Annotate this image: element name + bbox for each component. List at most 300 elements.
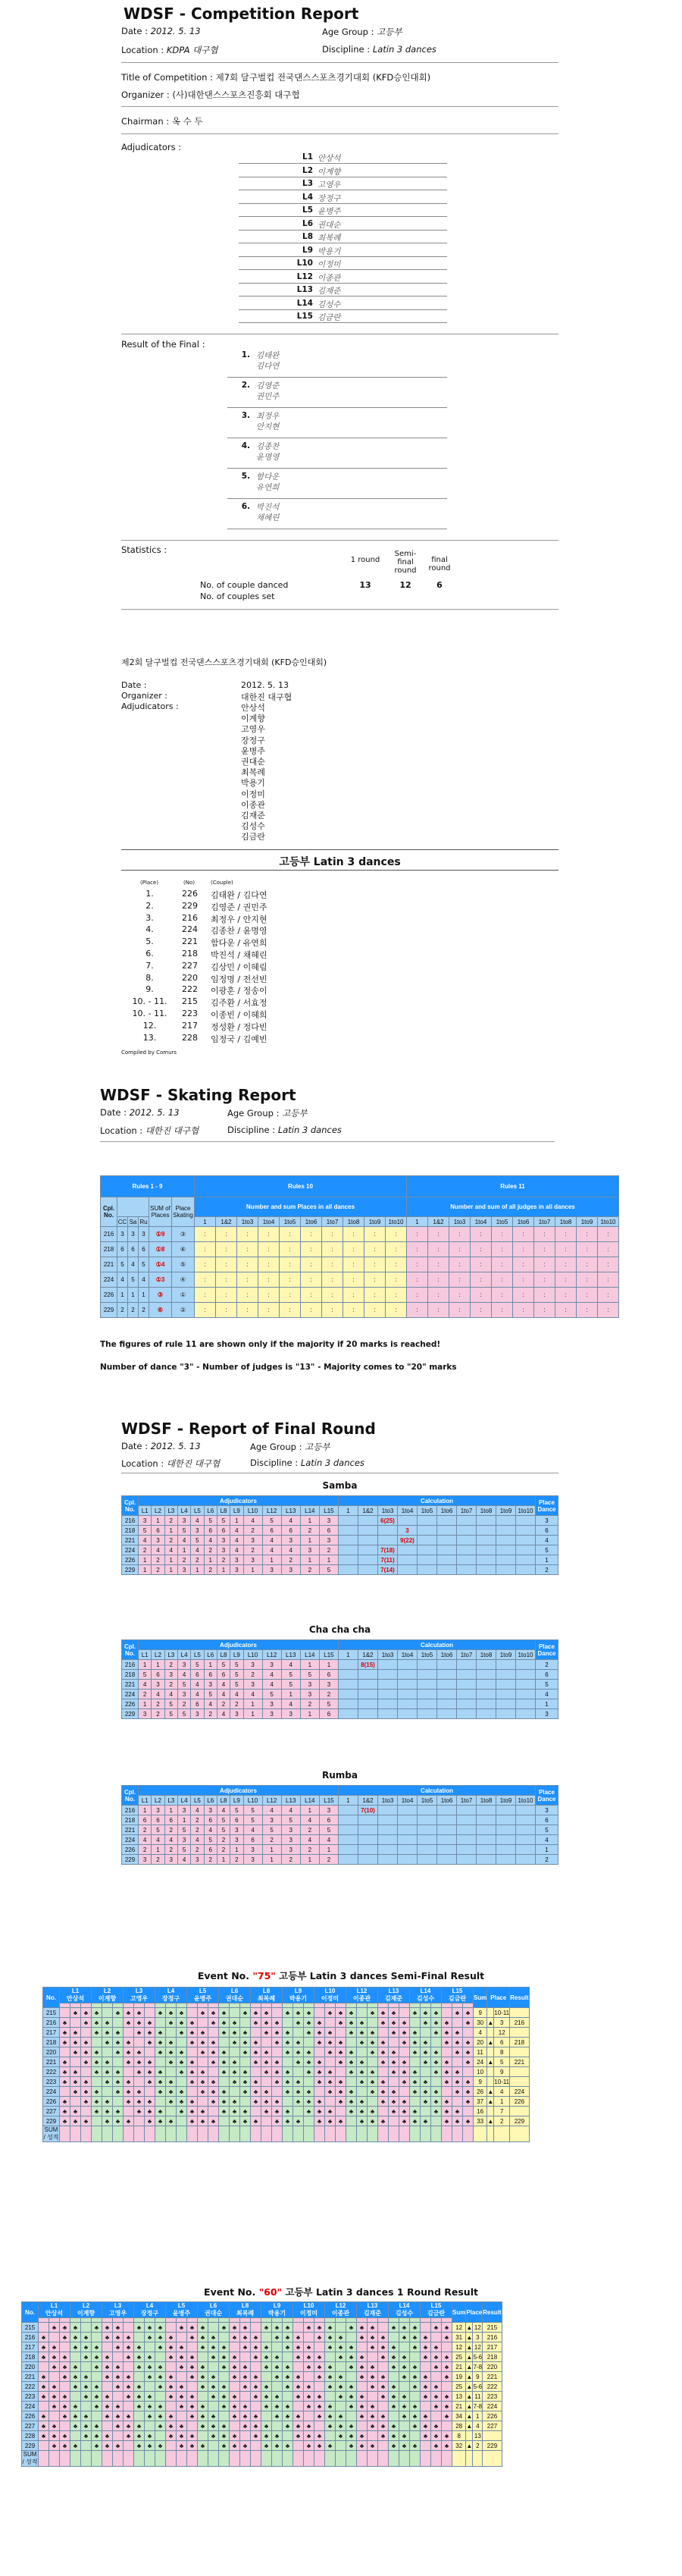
total-cell	[113, 2451, 124, 2467]
calc-cell: 6(25)	[378, 1516, 398, 1526]
mark-cell	[102, 2342, 113, 2352]
mark-cell: ♣	[124, 2018, 134, 2028]
dance-place: 6	[536, 1670, 558, 1680]
calc-cell	[457, 1670, 477, 1680]
mark-cell: ♣	[368, 2116, 378, 2126]
mark-cell: ♣	[421, 2097, 431, 2107]
judge-mark: 1	[281, 1690, 300, 1699]
judge-mark: 5	[164, 1699, 177, 1709]
judge-mark: 4	[281, 1699, 300, 1709]
mark-cell: ♣	[272, 2097, 283, 2107]
total-sum	[452, 2451, 466, 2467]
calc-cell	[339, 1660, 358, 1670]
mark-cell	[336, 2362, 346, 2372]
fr-age-row	[250, 1441, 330, 1453]
calc-cell	[358, 1526, 378, 1536]
judge-mark: 6	[319, 1670, 338, 1680]
dance-place: 6	[139, 1242, 149, 1257]
mark-cell: ♣	[145, 2402, 155, 2411]
judge-col: L12	[262, 1506, 281, 1516]
total-cell	[219, 2126, 230, 2142]
mark-cell	[304, 2038, 314, 2047]
total-cell	[293, 2126, 304, 2142]
mark-cell: ♣	[113, 2038, 124, 2047]
judge-mark: 5	[217, 1815, 230, 1825]
rule10-cell: :	[280, 1288, 301, 1303]
mark-cell: ♣	[389, 2352, 399, 2362]
rule11-cell: :	[407, 1257, 428, 1272]
dance-place: 1	[139, 1288, 149, 1303]
total-cell	[399, 2451, 410, 2467]
judge-name: 윤병주	[172, 2310, 191, 2317]
mark-cell: ♣	[219, 2352, 230, 2362]
mark-cell: ♣	[219, 2441, 230, 2451]
judge-name: 안상석	[66, 1995, 85, 2002]
mark-cell: ♣	[198, 2087, 208, 2097]
rule11-cell: :	[407, 1242, 428, 1257]
mark-cell: ♣	[304, 2392, 314, 2402]
mark-cell: ♣	[124, 2047, 134, 2057]
skating-head-row-1	[101, 1176, 619, 1197]
mark-cell	[70, 2392, 81, 2402]
mark-cell: ♣	[336, 2008, 346, 2018]
total-place	[494, 2126, 510, 2142]
mark-cell: ♣	[346, 2362, 357, 2372]
mark-cell	[431, 2372, 442, 2382]
mark-cell: ♣	[81, 2372, 92, 2382]
result-no: 221	[182, 937, 198, 947]
judge-mark: 3	[243, 1680, 262, 1690]
sum-cell: 31	[452, 2333, 466, 2342]
mark-cell: ♣	[187, 2392, 198, 2402]
judge-col: L13	[281, 1650, 300, 1660]
dance-table	[121, 1785, 558, 1865]
mark-cell: ♣	[378, 2382, 389, 2392]
judge-mark: 1	[152, 1516, 164, 1526]
mark-cell: ♣	[410, 2362, 421, 2372]
mark-cell	[378, 2402, 389, 2411]
calc-cell: 7(14)	[378, 1565, 398, 1575]
round-row	[43, 2008, 530, 2018]
calc-cell	[437, 1806, 457, 1815]
total-place	[473, 2451, 483, 2467]
judge-mark: 1	[300, 1806, 319, 1815]
mark-cell	[219, 2116, 230, 2126]
place-cell: 13	[474, 2432, 481, 2440]
mark-cell: ♣	[134, 2047, 145, 2057]
mark-cell: ♣	[368, 2008, 378, 2018]
mark-cell	[240, 2392, 251, 2402]
mark-cell: ♣	[442, 2333, 452, 2342]
mark-cell: ♣	[166, 2038, 177, 2047]
result-cell: 229	[483, 2441, 502, 2451]
rule11-cell: :	[534, 1242, 555, 1257]
dancer-name: 김다연	[256, 362, 280, 371]
judge-mark: 3	[191, 1526, 204, 1536]
mark-cell: ♣	[336, 2038, 346, 2047]
rule10-cell: :	[237, 1272, 258, 1288]
judge-mark: 4	[300, 1835, 319, 1845]
calc-cell	[378, 1806, 398, 1815]
result-no: 227	[182, 960, 198, 971]
no-header: No.	[22, 2302, 39, 2323]
mark-cell: ♣	[177, 2087, 187, 2097]
round-row	[43, 2097, 530, 2107]
mark-cell	[378, 2441, 389, 2451]
mark-cell	[314, 2087, 325, 2097]
mark-cell	[124, 2402, 134, 2411]
mark-cell: ♣	[92, 2352, 102, 2362]
mark-cell: ♣	[261, 2018, 272, 2028]
mark-cell: ♣	[442, 2362, 452, 2372]
total-cell	[177, 2451, 187, 2467]
fr-age-value: 고등부	[305, 1442, 330, 1452]
total-cell	[283, 2451, 293, 2467]
mark-cell: ♣	[410, 2342, 421, 2352]
mark-cell	[336, 2028, 346, 2038]
sum-places: ①8	[149, 1242, 172, 1257]
mark-cell: ♣	[251, 2077, 261, 2087]
mark-cell: ♣	[177, 2352, 187, 2362]
mark-cell: ♣	[124, 2342, 134, 2352]
calc-cell	[516, 1825, 536, 1835]
mark-cell	[325, 2097, 336, 2107]
mark-cell: ♣	[368, 2372, 378, 2382]
stats-col-1round: 1 round	[350, 556, 380, 564]
mark-cell	[251, 2107, 261, 2116]
mark-cell	[166, 2323, 177, 2333]
sk-discipline-label: Discipline :	[227, 1125, 276, 1135]
mark-cell	[219, 2372, 230, 2382]
mark-cell: ♣	[368, 2047, 378, 2057]
cpl-no: 229	[122, 1855, 139, 1865]
judge-mark: 3	[281, 1845, 300, 1855]
mark-cell: ♣	[240, 2008, 251, 2018]
rule11-cell: :	[492, 1242, 513, 1257]
mark-cell	[421, 2323, 431, 2333]
cpl-no: 221	[122, 1825, 139, 1835]
place-cell: 6	[494, 2038, 510, 2047]
mark-cell: ♣	[399, 2352, 410, 2362]
judge-mark: 6	[262, 1526, 281, 1536]
mark-cell: ♣	[357, 2352, 368, 2362]
mark-cell: ♣	[240, 2333, 251, 2342]
calc-cell	[358, 1536, 378, 1545]
adjudicator-name: 최복례	[318, 234, 341, 243]
result-place: 1.	[145, 889, 154, 899]
adjudicator-row	[239, 246, 447, 257]
mark-cell: ♣	[336, 2431, 346, 2441]
mark-cell: ♣	[378, 2352, 389, 2362]
result-arrow: ▲	[466, 2442, 473, 2449]
mark-cell	[389, 2038, 399, 2047]
adjudicator-name: 장정구	[318, 193, 341, 203]
mark-cell	[357, 2342, 368, 2352]
judge-mark: 5	[204, 1690, 217, 1699]
calc-cell	[477, 1545, 496, 1555]
mark-cell	[410, 2392, 421, 2402]
judge-col: L14	[300, 1506, 319, 1516]
rule11-cell: :	[428, 1288, 449, 1303]
mark-cell: ♣	[399, 2116, 410, 2126]
judge-mark: 4	[152, 1545, 164, 1555]
mark-cell: ♣	[261, 2342, 272, 2352]
result-cell	[483, 2431, 502, 2441]
mark-cell: ♣	[410, 2038, 421, 2047]
result-arrow: ▲	[466, 2333, 473, 2341]
adjudicator-code: L3	[302, 179, 313, 188]
mark-cell	[463, 2028, 474, 2038]
total-cell	[389, 2451, 399, 2467]
mark-cell: ♣	[145, 2038, 155, 2047]
cpl-no: 218	[122, 1670, 139, 1680]
calc-col: 1	[339, 1796, 358, 1806]
semi-final-table	[42, 1987, 530, 2142]
mark-cell: ♣	[177, 2441, 187, 2451]
calc-cell	[496, 1536, 516, 1545]
cpl-no: 218	[101, 1242, 117, 1257]
mark-cell	[357, 2008, 368, 2018]
mark-cell: ♣	[92, 2067, 102, 2077]
divider	[121, 106, 558, 107]
dance-name: Samba	[322, 1480, 358, 1491]
rule10-cell: :	[364, 1242, 386, 1257]
dance-place: 4	[536, 1835, 558, 1845]
judge-mark: 1	[243, 1565, 262, 1575]
calc-cell	[477, 1835, 496, 1845]
total-cell	[166, 2126, 177, 2142]
mark-cell	[463, 2067, 474, 2077]
judge-mark: 5	[139, 1526, 152, 1536]
judge-mark: 2	[281, 1855, 300, 1865]
mark-cell: ♣	[304, 2028, 314, 2038]
place-skating: ⑤	[172, 1257, 195, 1272]
mark-cell: ♣	[208, 2431, 219, 2441]
mark-cell	[81, 2107, 92, 2116]
mark-cell	[155, 2057, 166, 2067]
adjudicator-name: 윤병주	[318, 207, 341, 216]
judge-mark: 2	[319, 1545, 338, 1555]
mark-cell: ♣	[293, 2018, 304, 2028]
judge-mark: 4	[152, 1690, 164, 1699]
judge-name: 김성수	[395, 2310, 414, 2317]
mark-cell	[304, 2411, 314, 2421]
dance-col-header: Ru	[139, 1218, 148, 1225]
rule-col-header: 1	[407, 1217, 428, 1227]
calc-cell	[496, 1835, 516, 1845]
calc-col: 1to4	[398, 1506, 418, 1516]
mark-cell	[421, 2402, 431, 2411]
mark-cell: ♣	[452, 2067, 463, 2077]
mark-cell: ♣	[60, 2097, 70, 2107]
rule11-cell: :	[513, 1288, 534, 1303]
location-row	[121, 44, 217, 56]
mark-cell	[39, 2323, 49, 2333]
calc-cell	[437, 1855, 457, 1865]
mark-cell	[155, 2097, 166, 2107]
mark-cell: ♣	[261, 2097, 272, 2107]
mark-cell: ♣	[219, 2028, 230, 2038]
mark-cell: ♣	[230, 2057, 240, 2067]
mark-cell: ♣	[410, 2441, 421, 2451]
sk-date-row	[100, 1107, 180, 1118]
adjudicator-row	[239, 272, 447, 284]
mark-cell: ♣	[399, 2067, 410, 2077]
age-label: Age Group :	[322, 27, 374, 37]
judge-mark: 3	[139, 1855, 152, 1865]
mark-cell: ♣	[314, 2352, 325, 2362]
mark-cell: ♣	[346, 2352, 357, 2362]
mark-cell: ♣	[60, 2352, 70, 2362]
result-cell: 224	[483, 2402, 502, 2411]
mark-cell: ♣	[378, 2057, 389, 2067]
mark-cell: ♣	[421, 2077, 431, 2087]
judge-code: L6	[209, 2302, 217, 2309]
judge-mark: 1	[217, 1565, 230, 1575]
mark-cell	[314, 2382, 325, 2392]
sk-location-row	[100, 1125, 199, 1137]
rule10-cell: :	[301, 1288, 322, 1303]
mark-cell: ♣	[368, 2107, 378, 2116]
mark-cell: ♣	[368, 2421, 378, 2431]
mark-cell	[261, 2333, 272, 2342]
round1-table-wrap	[21, 2301, 502, 2467]
calc-cell	[457, 1835, 477, 1845]
rule10-cell: :	[301, 1303, 322, 1318]
place-header: Place Dance	[536, 1496, 558, 1516]
skating-row	[101, 1272, 619, 1288]
calc-cell: 9(22)	[398, 1536, 418, 1545]
calc-cell	[339, 1845, 358, 1855]
mark-cell: ♣	[155, 2342, 166, 2352]
total-cell	[293, 2451, 304, 2467]
calc-cell	[496, 1855, 516, 1865]
mark-cell: ♣	[219, 2097, 230, 2107]
judge-col: L3	[164, 1650, 177, 1660]
mark-cell: ♣	[60, 2323, 70, 2333]
judge-code: L3	[135, 1988, 143, 1994]
mark-cell: ♣	[304, 2018, 314, 2028]
mark-cell: ♣	[251, 2421, 261, 2431]
mark-cell	[399, 2047, 410, 2057]
judge-mark: 2	[262, 1835, 281, 1845]
mark-cell: ♣	[102, 2362, 113, 2372]
judge-mark: 5	[262, 1825, 281, 1835]
mark-cell: ♣	[378, 2038, 389, 2047]
result-no: 223	[182, 1009, 198, 1018]
judge-mark: 2	[164, 1536, 177, 1545]
mark-cell	[272, 2421, 283, 2431]
mark-cell: ♣	[134, 2107, 145, 2116]
mark-cell	[219, 2333, 230, 2342]
mark-cell: ♣	[389, 2067, 399, 2077]
calc-cell	[516, 1545, 536, 1555]
mark-cell	[421, 2362, 431, 2372]
mark-cell: ♣	[346, 2087, 357, 2097]
calc-cell	[358, 1699, 378, 1709]
judge-mark: 4	[191, 1835, 204, 1845]
total-cell	[346, 2451, 357, 2467]
cpl-no: 224	[122, 1835, 139, 1845]
mark-cell: ♣	[251, 2057, 261, 2067]
fr-discipline-value: Latin 3 dances	[300, 1457, 364, 1468]
mark-cell: ♣	[198, 2008, 208, 2018]
mark-cell: ♣	[177, 2382, 187, 2392]
mark-cell	[198, 2431, 208, 2441]
judge-mark: 4	[230, 1545, 243, 1555]
judge-code: L8	[241, 2302, 249, 2309]
result-no: 218	[182, 949, 198, 959]
result-no: 224	[182, 924, 198, 935]
mark-cell: ♣	[283, 2342, 293, 2352]
dance-row	[122, 1825, 558, 1835]
judge-mark: 2	[217, 1845, 230, 1855]
total-cell	[304, 2451, 314, 2467]
mark-cell: ♣	[166, 2372, 177, 2382]
judge-mark: 3	[243, 1855, 262, 1865]
judge-header	[166, 2302, 198, 2318]
rule10-cell: :	[258, 1242, 280, 1257]
judge-mark: 2	[191, 1825, 204, 1835]
mark-cell: ♣	[92, 2421, 102, 2431]
mark-cell: ♣	[452, 2107, 463, 2116]
cpl-header: Cpl. No.	[122, 1786, 139, 1806]
judge-mark: 4	[191, 1516, 204, 1526]
judge-code: L8	[262, 1988, 271, 1994]
mark-cell: ♣	[49, 2362, 60, 2372]
sum-cell: 13	[452, 2392, 466, 2402]
calc-cell	[358, 1690, 378, 1699]
judge-mark: 6	[204, 1670, 217, 1680]
judge-header	[325, 2302, 357, 2318]
result-arrow	[487, 2008, 494, 2018]
mark-cell	[134, 2038, 145, 2047]
mark-cell	[378, 2323, 389, 2333]
mark-cell	[60, 2421, 70, 2431]
final-place: 6.	[241, 502, 250, 511]
judge-mark: 2	[243, 1670, 262, 1680]
cpl-no: 226	[122, 1845, 139, 1855]
judge-mark: 5	[319, 1565, 338, 1575]
calc-cell	[358, 1680, 378, 1690]
mark-cell	[92, 2411, 102, 2421]
mark-cell	[314, 2342, 325, 2352]
rule10-cell: :	[195, 1227, 216, 1242]
judge-mark: 2	[230, 1699, 243, 1709]
mark-cell	[102, 2008, 113, 2018]
mark-cell: ♣	[134, 2441, 145, 2451]
judge-mark: 1	[319, 1660, 338, 1670]
rule-col-header: 1to5	[492, 1217, 513, 1227]
mark-cell: ♣	[431, 2097, 442, 2107]
calc-cell	[457, 1660, 477, 1670]
judge-code: L9	[273, 2302, 281, 2309]
rule11-cell: :	[449, 1303, 471, 1318]
rule11-cell: :	[471, 1303, 492, 1318]
mark-cell: ♣	[113, 2402, 124, 2411]
place-cell: 10-11	[494, 2009, 510, 2016]
mark-cell: ♣	[442, 2352, 452, 2362]
dancer-name: 김종찬	[256, 442, 280, 451]
judge-col: L5	[191, 1506, 204, 1516]
summary-comp-name: 제2회 달구벌컵 전국댄스스포츠경기대회 (KFD승인대회)	[121, 657, 327, 667]
calc-col: 1to5	[418, 1796, 437, 1806]
mark-cell: ♣	[336, 2342, 346, 2352]
mark-cell: ♣	[431, 2057, 442, 2067]
mark-cell: ♣	[325, 2382, 336, 2392]
judge-mark: 3	[217, 1545, 230, 1555]
calc-cell: 7(10)	[358, 1806, 378, 1815]
